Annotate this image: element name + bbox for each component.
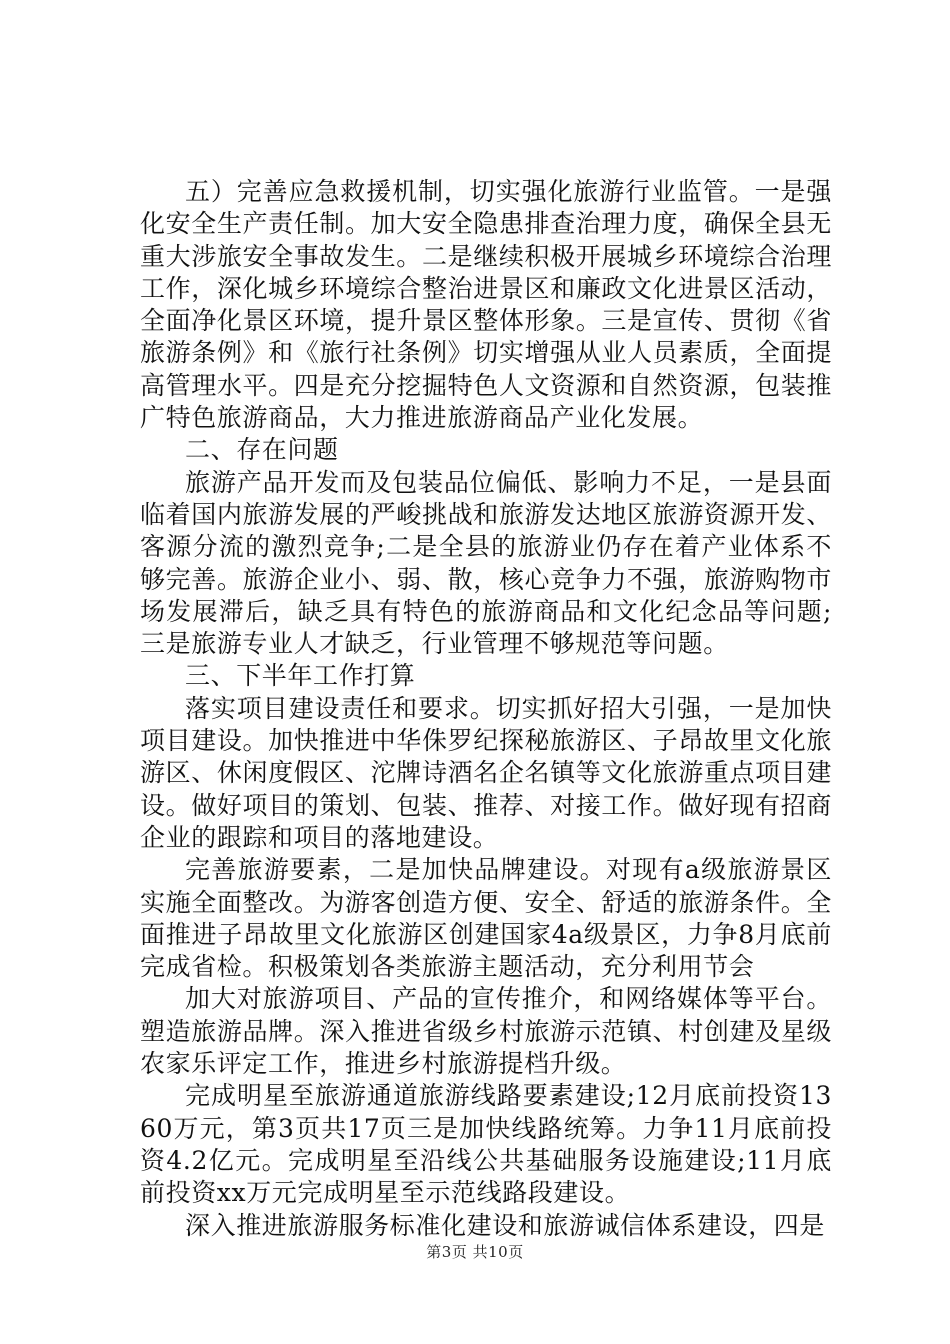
paragraph-project-construction: 落实项目建设责任和要求。切实抓好招大引强，一是加快项目建设。加快推进中华侏罗纪探秘旅游区、子昂故里文化旅游区、休闲度假区、沱牌诗酒名企名镇等文化旅游重点项目建设。做好项目的策划、包装、推荐、对接工作。做好现有招商企业的跟踪和项目的落地建设。 [140, 693, 832, 852]
heading-existing-problems: 二、存在问题 [185, 435, 339, 465]
paragraph-emergency-rescue: 五）完善应急救援机制，切实强化旅游行业监管。一是强化安全生产责任制。加大安全隐患排查治理力度，确保全县无重大涉旅安全事故发生。二是继续积极开展城乡环境综合治理工作，深化城乡环境综合整治进景区和廉政文化进景区活动，全面净化景区环境，提升景区整体形象。三是宣传、贯彻《省旅游条例》和《旅行社条例》切实增强从业人员素质，全面提高管理水平。四是充分挖掘特色人文资源和自然资源，包装推广特色旅游商品，大力推进旅游商品产业化发展。 [140, 177, 832, 433]
page-number-footer: 第3页 共10页 [426, 1243, 524, 1261]
paragraph-promotion: 加大对旅游项目、产品的宣传推介，和网络媒体等平台。塑造旅游品牌。深入推进省级乡村旅游示范镇、村创建及星级农家乐评定工作，推进乡村旅游提档升级。 [140, 984, 832, 1079]
paragraph-problems: 旅游产品开发而及包装品位偏低、影响力不足，一是县面临着国内旅游发展的严峻挑战和旅游发达地区旅游资源开发、客源分流的激烈竞争;二是全县的旅游业仍存在着产业体系不够完善。旅游企业小、弱、散，核心竞争力不强，旅游购物市场发展滞后，缺乏具有特色的旅游商品和文化纪念品等问题;三是旅游专业人才缺乏，行业管理不够规范等问题。 [140, 467, 832, 659]
paragraph-brand-building: 完善旅游要素，二是加快品牌建设。对现有a级旅游景区实施全面整改。为游客创造方便、安全、舒适的旅游条件。全面推进子昂故里文化旅游区创建国家4a级景区，力争8月底前完成省检。积极策划各类旅游主题活动，充分利用节会 [140, 855, 832, 982]
paragraph-route-construction: 完成明星至旅游通道旅游线路要素建设;12月底前投资1360万元，第3页共17页三是加快线路统筹。力争11月底前投资4.2亿元。完成明星至沿线公共基础服务设施建设;11月底前投资xx万元完成明星至示范线路段建设。 [140, 1081, 832, 1208]
document-body [140, 176, 832, 1242]
paragraph-service-standards: 深入推进旅游服务标准化建设和旅游诚信体系建设，四是 [185, 1210, 826, 1240]
heading-second-half-plan: 三、下半年工作打算 [185, 661, 416, 691]
